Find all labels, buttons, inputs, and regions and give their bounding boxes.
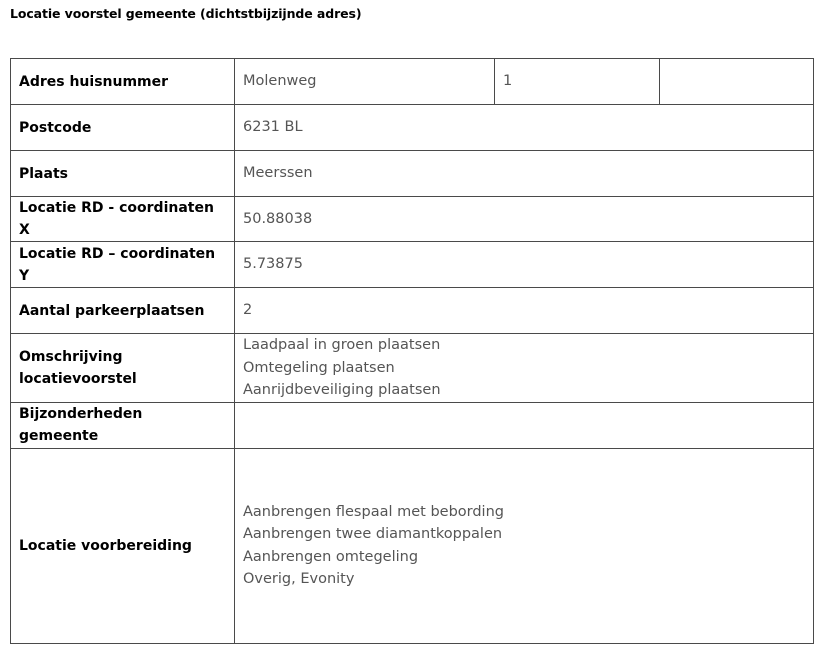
value-house-number-addition[interactable] bbox=[660, 59, 814, 105]
value-voorbereiding[interactable] bbox=[235, 448, 814, 643]
label-plaats: Plaats bbox=[11, 151, 235, 197]
text-line: Aanbrengen omtegeling bbox=[243, 548, 419, 565]
label-line: Omschrijving bbox=[19, 348, 123, 365]
row-adres bbox=[11, 59, 814, 105]
row-coordinate-x bbox=[11, 197, 814, 242]
row-plaats bbox=[11, 151, 814, 197]
value-street[interactable]: Molenweg bbox=[235, 59, 495, 105]
row-parkeerplaatsen bbox=[11, 288, 814, 334]
label-adres-huisnummer: Adres huisnummer bbox=[11, 59, 235, 105]
value-plaats[interactable]: Meerssen bbox=[235, 151, 814, 197]
text-line: Aanbrengen twee diamantkoppalen bbox=[243, 526, 503, 542]
row-omschrijving bbox=[11, 334, 814, 403]
text-line: Aanbrengen flespaal met bebording bbox=[243, 503, 504, 520]
label-parkeerplaatsen: Aantal parkeerplaatsen bbox=[11, 288, 235, 334]
label-bijzonderheden-gemeente: Bijzonderheden gemeente bbox=[11, 402, 235, 448]
value-coordinate-x[interactable]: 50.88038 bbox=[235, 197, 814, 242]
text-line: Omtegeling plaatsen bbox=[243, 359, 395, 376]
label-postcode: Postcode bbox=[11, 105, 235, 151]
label-omschrijving-locatievoorstel bbox=[11, 334, 235, 403]
label-line: locatievoorstel bbox=[19, 370, 137, 387]
label-coordinate-y: Locatie RD – coordinaten Y bbox=[11, 242, 235, 288]
text-line: Aanrijdbeveiliging plaatsen bbox=[243, 382, 441, 398]
label-coordinate-x: Locatie RD - coordinaten X bbox=[11, 197, 235, 242]
section-heading: Locatie voorstel gemeente (dichtstbijzijnde adres) bbox=[10, 6, 362, 21]
text-line: Overig, Evonity bbox=[243, 571, 355, 587]
value-postcode[interactable]: 6231 BL bbox=[235, 105, 814, 151]
value-parkeerplaatsen[interactable]: 2 bbox=[235, 288, 814, 334]
row-coordinate-y bbox=[11, 242, 814, 288]
value-house-number[interactable]: 1 bbox=[495, 59, 660, 105]
value-omschrijving[interactable] bbox=[235, 334, 814, 403]
value-bijzonderheden[interactable] bbox=[235, 402, 814, 448]
value-coordinate-y[interactable]: 5.73875 bbox=[235, 242, 814, 288]
location-proposal-table bbox=[10, 58, 814, 644]
row-postcode bbox=[11, 105, 814, 151]
text-line: Laadpaal in groen plaatsen bbox=[243, 337, 441, 353]
row-bijzonderheden bbox=[11, 402, 814, 448]
label-locatie-voorbereiding: Locatie voorbereiding bbox=[11, 448, 235, 643]
row-voorbereiding bbox=[11, 448, 814, 643]
